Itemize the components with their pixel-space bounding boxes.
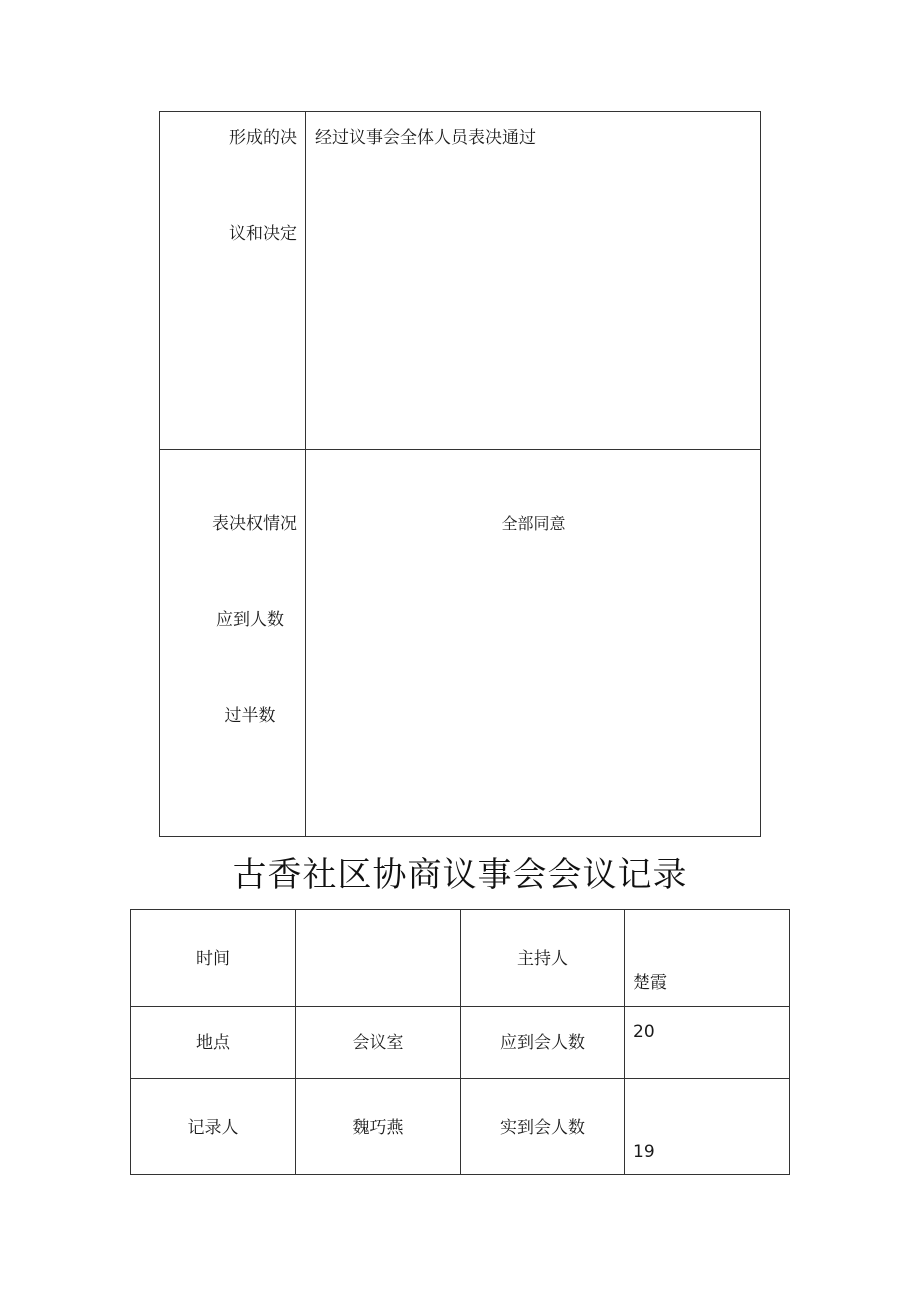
decision-table-row-divider	[159, 449, 761, 450]
place-label: 地点	[196, 1033, 230, 1053]
place-value: 会议室	[352, 1033, 404, 1053]
actual-attendees-value: 19	[633, 1142, 655, 1162]
time-label: 时间	[196, 949, 230, 969]
recorder-label: 记录人	[187, 1118, 239, 1138]
decision-table-border	[159, 111, 761, 837]
meeting-table-row-divider	[130, 1006, 790, 1007]
meeting-table-row-divider	[130, 1078, 790, 1079]
expected-attendees-label: 应到会人数	[500, 1033, 585, 1053]
expected-attendees-value: 20	[633, 1022, 655, 1042]
resolution-label-line2: 议和决定	[229, 224, 297, 244]
host-value: 楚霞	[633, 973, 667, 993]
vote-label-line3: 过半数	[224, 706, 276, 726]
recorder-value: 魏巧燕	[352, 1118, 404, 1138]
resolution-value: 经过议事会全体人员表决通过	[315, 128, 536, 148]
page-title: 古香社区协商议事会会议记录	[232, 855, 688, 895]
vote-value: 全部同意	[501, 514, 566, 533]
host-label: 主持人	[517, 949, 568, 969]
resolution-label-line1: 形成的决	[229, 128, 297, 148]
decision-table-column-divider	[305, 111, 306, 837]
meeting-table-column-divider	[624, 909, 625, 1175]
vote-label-line1: 表决权情况	[212, 514, 297, 534]
vote-label-line2: 应到人数	[216, 610, 284, 630]
actual-attendees-label: 实到会人数	[500, 1118, 585, 1138]
